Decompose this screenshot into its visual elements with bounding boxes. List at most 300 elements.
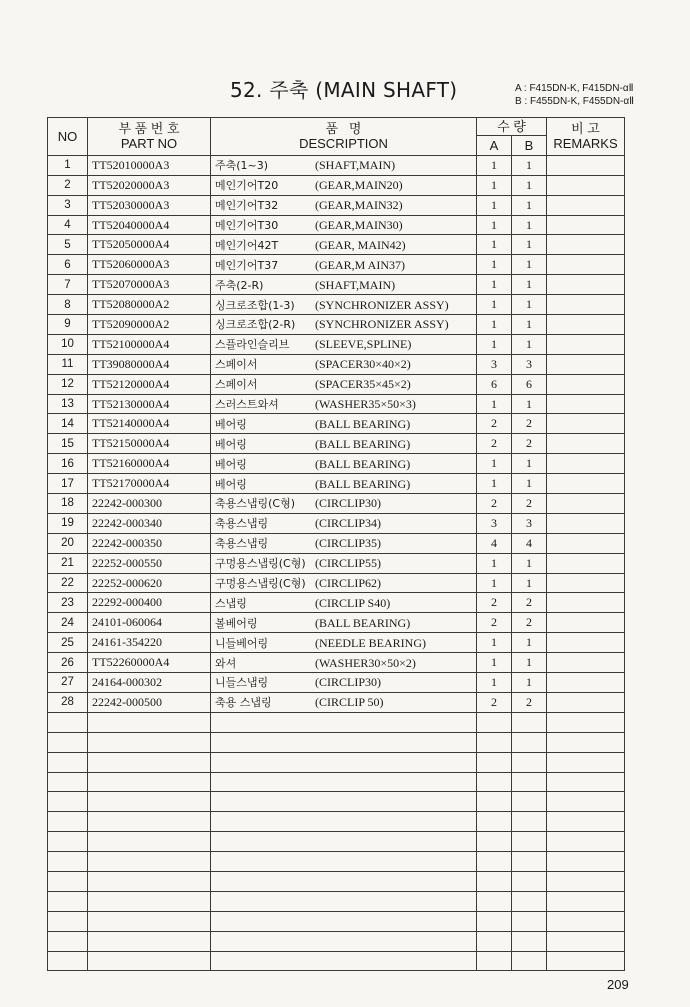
row-no: 8	[48, 295, 88, 315]
row-part-no: 22252-000550	[88, 553, 211, 573]
row-qty-a: 3	[477, 513, 512, 533]
row-qty-a	[477, 772, 512, 792]
row-qty-a: 1	[477, 235, 512, 255]
table-row	[48, 513, 625, 533]
row-no	[48, 772, 88, 792]
row-qty-a: 1	[477, 334, 512, 354]
row-qty-b	[512, 871, 547, 891]
row-qty-b: 1	[512, 235, 547, 255]
row-part-no	[88, 712, 211, 732]
description-en: (BALL BEARING)	[315, 456, 411, 471]
model-legend-a: A : F415DN-K, F415DN-αⅡ	[515, 83, 634, 94]
table-row	[48, 593, 625, 613]
row-remarks	[547, 195, 625, 215]
row-qty-a: 1	[477, 653, 512, 673]
row-qty-b	[512, 931, 547, 951]
row-qty-b: 3	[512, 513, 547, 533]
table-row	[48, 812, 625, 832]
row-description	[211, 434, 477, 454]
row-part-no: TT52010000A3	[88, 155, 211, 175]
row-part-no: TT52120000A4	[88, 374, 211, 394]
row-qty-b: 2	[512, 613, 547, 633]
description-en: (BALL BEARING)	[315, 416, 411, 431]
row-description	[211, 712, 477, 732]
description-en: (SLEEVE,SPLINE)	[315, 337, 412, 352]
table-row	[48, 692, 625, 712]
row-part-no: TT52030000A3	[88, 195, 211, 215]
row-qty-a: 1	[477, 633, 512, 653]
description-ko: 주축(2-R)	[215, 278, 264, 292]
row-description	[211, 454, 477, 474]
table-row	[48, 255, 625, 275]
row-part-no	[88, 792, 211, 812]
row-part-no: TT52060000A3	[88, 255, 211, 275]
row-part-no: TT52100000A4	[88, 334, 211, 354]
description-ko: 축용스냅링	[215, 537, 269, 551]
row-description	[211, 374, 477, 394]
description-ko: 축용스냅링(C형)	[215, 497, 296, 511]
description-en: (GEAR,M AIN37)	[315, 257, 405, 272]
row-description	[211, 533, 477, 553]
table-header-row	[48, 118, 625, 136]
row-no	[48, 951, 88, 971]
row-part-no: 22292-000400	[88, 593, 211, 613]
table-row	[48, 613, 625, 633]
table-row	[48, 394, 625, 414]
description-ko: 싱크로조합(1-3)	[215, 298, 295, 312]
row-remarks	[547, 772, 625, 792]
row-no	[48, 832, 88, 852]
row-qty-a: 2	[477, 494, 512, 514]
row-no: 7	[48, 275, 88, 295]
row-qty-a	[477, 832, 512, 852]
description-ko: 와셔	[215, 656, 237, 670]
row-remarks	[547, 414, 625, 434]
row-qty-a: 2	[477, 593, 512, 613]
row-no: 20	[48, 533, 88, 553]
description-ko: 니들스냅링	[215, 676, 269, 690]
row-no: 19	[48, 513, 88, 533]
row-no: 16	[48, 454, 88, 474]
row-description	[211, 871, 477, 891]
row-description	[211, 394, 477, 414]
row-no: 24	[48, 613, 88, 633]
row-remarks	[547, 792, 625, 812]
description-ko: 볼베어링	[215, 616, 258, 630]
page-title: 52. 주축 (MAIN SHAFT)	[230, 78, 458, 102]
row-qty-b: 2	[512, 494, 547, 514]
row-qty-a: 1	[477, 553, 512, 573]
row-part-no: 24164-000302	[88, 673, 211, 693]
row-qty-a: 2	[477, 613, 512, 633]
row-qty-a: 1	[477, 175, 512, 195]
col-qty-header: 수 량	[477, 118, 547, 136]
row-description	[211, 414, 477, 434]
row-description	[211, 772, 477, 792]
row-description	[211, 175, 477, 195]
description-ko: 메인기어T37	[215, 258, 279, 272]
row-part-no	[88, 772, 211, 792]
row-remarks	[547, 653, 625, 673]
row-remarks	[547, 871, 625, 891]
col-desc-en: DESCRIPTION	[299, 136, 388, 152]
row-qty-a: 1	[477, 474, 512, 494]
row-part-no: 24161-354220	[88, 633, 211, 653]
table-row	[48, 673, 625, 693]
table-row	[48, 175, 625, 195]
row-qty-a: 2	[477, 414, 512, 434]
row-qty-a	[477, 891, 512, 911]
row-remarks	[547, 533, 625, 553]
row-part-no: TT39080000A4	[88, 354, 211, 374]
row-description	[211, 692, 477, 712]
row-description	[211, 334, 477, 354]
col-qty-b-header: B	[512, 136, 547, 156]
row-no: 5	[48, 235, 88, 255]
table-row	[48, 235, 625, 255]
row-no	[48, 752, 88, 772]
row-remarks	[547, 275, 625, 295]
description-ko: 베어링	[215, 417, 247, 431]
description-ko: 니들베어링	[215, 636, 269, 650]
row-qty-a: 1	[477, 394, 512, 414]
row-remarks	[547, 235, 625, 255]
row-remarks	[547, 573, 625, 593]
row-description	[211, 812, 477, 832]
description-ko: 메인기어42T	[215, 238, 279, 252]
row-part-no: TT52170000A4	[88, 474, 211, 494]
row-remarks	[547, 315, 625, 335]
row-qty-b	[512, 832, 547, 852]
row-description	[211, 235, 477, 255]
description-ko: 스냅링	[215, 596, 247, 610]
row-description	[211, 315, 477, 335]
description-en: (NEEDLE BEARING)	[315, 635, 426, 650]
row-qty-b	[512, 772, 547, 792]
row-part-no	[88, 951, 211, 971]
table-row	[48, 832, 625, 852]
description-ko: 구멍용스냅링(C형)	[215, 557, 306, 571]
row-part-no	[88, 812, 211, 832]
row-no	[48, 931, 88, 951]
description-en: (CIRCLIP S40)	[315, 595, 391, 610]
row-remarks	[547, 593, 625, 613]
model-legend-b: B : F455DN-K, F455DN-αⅡ	[515, 96, 635, 107]
row-remarks	[547, 394, 625, 414]
row-qty-a: 1	[477, 295, 512, 315]
table-row	[48, 414, 625, 434]
row-no: 6	[48, 255, 88, 275]
row-description	[211, 155, 477, 175]
description-en: (GEAR,MAIN30)	[315, 218, 403, 232]
row-qty-b: 1	[512, 394, 547, 414]
description-en: (CIRCLIP 50)	[315, 695, 384, 710]
row-description	[211, 474, 477, 494]
row-no	[48, 712, 88, 732]
description-en: (CIRCLIP30)	[315, 675, 381, 690]
row-remarks	[547, 155, 625, 175]
table-row	[48, 931, 625, 951]
description-en: (BALL BEARING)	[315, 476, 411, 491]
table-row	[48, 155, 625, 175]
row-description	[211, 593, 477, 613]
row-part-no: 22242-000340	[88, 513, 211, 533]
description-en: (GEAR, MAIN42)	[315, 237, 406, 252]
row-part-no	[88, 911, 211, 931]
row-qty-a	[477, 732, 512, 752]
row-remarks	[547, 752, 625, 772]
row-qty-b	[512, 951, 547, 971]
col-qty-a-header: A	[477, 136, 512, 156]
description-ko: 싱크로조합(2-R)	[215, 318, 296, 332]
row-description	[211, 573, 477, 593]
description-ko: 스러스트와셔	[215, 398, 279, 412]
row-no: 3	[48, 195, 88, 215]
row-qty-a	[477, 931, 512, 951]
row-qty-b: 1	[512, 653, 547, 673]
row-no: 1	[48, 155, 88, 175]
table-row	[48, 852, 625, 872]
row-part-no	[88, 832, 211, 852]
row-qty-b	[512, 911, 547, 931]
row-no: 15	[48, 434, 88, 454]
table-row	[48, 454, 625, 474]
row-qty-b: 4	[512, 533, 547, 553]
row-remarks	[547, 434, 625, 454]
row-qty-a: 1	[477, 155, 512, 175]
row-remarks	[547, 454, 625, 474]
row-qty-a: 1	[477, 255, 512, 275]
table-row	[48, 374, 625, 394]
row-remarks	[547, 295, 625, 315]
row-no	[48, 812, 88, 832]
row-qty-a	[477, 812, 512, 832]
row-qty-b: 1	[512, 215, 547, 235]
row-remarks	[547, 712, 625, 732]
table-row	[48, 792, 625, 812]
row-part-no	[88, 891, 211, 911]
row-qty-b: 1	[512, 295, 547, 315]
description-en: (CIRCLIP34)	[315, 516, 381, 531]
row-no: 25	[48, 633, 88, 653]
row-remarks	[547, 513, 625, 533]
row-part-no: 22252-000620	[88, 573, 211, 593]
row-qty-b: 1	[512, 175, 547, 195]
description-ko: 메인기어T20	[215, 179, 279, 193]
row-no	[48, 792, 88, 812]
row-description	[211, 792, 477, 812]
row-no: 14	[48, 414, 88, 434]
description-ko: 메인기어T32	[215, 199, 279, 213]
row-remarks	[547, 732, 625, 752]
row-qty-a: 1	[477, 315, 512, 335]
row-qty-b: 1	[512, 553, 547, 573]
model-legend	[515, 82, 634, 108]
row-description	[211, 951, 477, 971]
description-en: (SHAFT,MAIN)	[315, 277, 396, 292]
row-no	[48, 871, 88, 891]
table-row	[48, 494, 625, 514]
row-description	[211, 553, 477, 573]
row-part-no	[88, 852, 211, 872]
row-qty-a	[477, 951, 512, 971]
row-qty-b: 1	[512, 155, 547, 175]
table-row	[48, 772, 625, 792]
row-qty-b: 3	[512, 354, 547, 374]
row-description	[211, 832, 477, 852]
description-ko: 축용스냅링	[215, 517, 269, 531]
row-description	[211, 295, 477, 315]
row-remarks	[547, 673, 625, 693]
row-no: 11	[48, 354, 88, 374]
description-ko: 스페이서	[215, 378, 258, 392]
table-row	[48, 275, 625, 295]
description-ko: 스페이서	[215, 358, 258, 372]
row-qty-b: 1	[512, 573, 547, 593]
description-ko: 구멍용스냅링(C형)	[215, 577, 306, 591]
row-qty-b	[512, 891, 547, 911]
row-qty-b: 1	[512, 474, 547, 494]
row-qty-b	[512, 752, 547, 772]
row-qty-b: 6	[512, 374, 547, 394]
table-row	[48, 295, 625, 315]
row-qty-a: 1	[477, 215, 512, 235]
row-no: 12	[48, 374, 88, 394]
description-en: (CIRCLIP55)	[315, 556, 381, 571]
row-part-no: TT52150000A4	[88, 434, 211, 454]
row-description	[211, 215, 477, 235]
description-en: (WASHER35×50×3)	[315, 397, 416, 412]
row-remarks	[547, 374, 625, 394]
row-part-no: 22242-000300	[88, 494, 211, 514]
description-en: (SPACER30×40×2)	[315, 357, 411, 372]
row-remarks	[547, 911, 625, 931]
col-remarks-en: REMARKS	[553, 136, 618, 152]
row-remarks	[547, 215, 625, 235]
col-desc-ko: 품 명	[325, 121, 362, 137]
row-qty-b: 1	[512, 633, 547, 653]
row-part-no: 22242-000500	[88, 692, 211, 712]
row-description	[211, 613, 477, 633]
row-description	[211, 354, 477, 374]
row-no: 26	[48, 653, 88, 673]
table-row	[48, 215, 625, 235]
row-no: 18	[48, 494, 88, 514]
row-qty-b: 2	[512, 434, 547, 454]
description-en: (SHAFT,MAIN)	[315, 158, 396, 173]
row-qty-b	[512, 852, 547, 872]
row-part-no	[88, 732, 211, 752]
row-qty-a	[477, 871, 512, 891]
row-part-no	[88, 871, 211, 891]
row-no: 28	[48, 692, 88, 712]
description-en: (SYNCHRONIZER ASSY)	[315, 317, 449, 332]
col-desc-header	[211, 118, 477, 156]
row-qty-b: 2	[512, 593, 547, 613]
row-qty-a: 6	[477, 374, 512, 394]
row-qty-b	[512, 792, 547, 812]
row-part-no: TT52050000A4	[88, 235, 211, 255]
row-qty-b: 1	[512, 195, 547, 215]
row-no	[48, 852, 88, 872]
table-row	[48, 752, 625, 772]
row-description	[211, 633, 477, 653]
row-part-no: TT52260000A4	[88, 653, 211, 673]
row-qty-a: 1	[477, 195, 512, 215]
row-remarks	[547, 931, 625, 951]
row-remarks	[547, 494, 625, 514]
row-qty-b: 1	[512, 454, 547, 474]
row-remarks	[547, 474, 625, 494]
table-row	[48, 732, 625, 752]
table-row	[48, 315, 625, 335]
row-remarks	[547, 832, 625, 852]
row-remarks	[547, 175, 625, 195]
row-qty-b: 1	[512, 334, 547, 354]
row-remarks	[547, 553, 625, 573]
row-part-no: TT52130000A4	[88, 394, 211, 414]
col-remarks-header	[547, 118, 625, 156]
row-description	[211, 931, 477, 951]
row-description	[211, 513, 477, 533]
row-qty-b	[512, 712, 547, 732]
row-part-no	[88, 931, 211, 951]
row-no	[48, 911, 88, 931]
row-qty-a: 2	[477, 434, 512, 454]
table-row	[48, 911, 625, 931]
row-remarks	[547, 354, 625, 374]
row-description	[211, 752, 477, 772]
row-part-no: 22242-000350	[88, 533, 211, 553]
row-part-no: 24101-060064	[88, 613, 211, 633]
row-qty-a: 4	[477, 533, 512, 553]
row-no	[48, 732, 88, 752]
row-no: 22	[48, 573, 88, 593]
table-row	[48, 633, 625, 653]
description-ko: 베어링	[215, 437, 247, 451]
row-qty-a	[477, 911, 512, 931]
row-qty-a: 1	[477, 673, 512, 693]
description-en: (GEAR,MAIN32)	[315, 198, 403, 213]
col-part-no-header	[88, 118, 211, 156]
table-row	[48, 871, 625, 891]
col-part-no-en: PART NO	[120, 136, 178, 152]
row-qty-b	[512, 732, 547, 752]
col-remarks-ko: 비 고	[571, 121, 600, 137]
table-row	[48, 653, 625, 673]
row-remarks	[547, 255, 625, 275]
table-row	[48, 434, 625, 454]
row-no: 2	[48, 175, 88, 195]
table-row	[48, 334, 625, 354]
description-en: (WASHER30×50×2)	[315, 655, 416, 670]
table-row	[48, 573, 625, 593]
table-row	[48, 712, 625, 732]
row-part-no: TT52140000A4	[88, 414, 211, 434]
row-description	[211, 255, 477, 275]
description-ko: 스플라인슬리브	[215, 338, 290, 352]
row-description	[211, 673, 477, 693]
row-no: 27	[48, 673, 88, 693]
table-row	[48, 474, 625, 494]
row-qty-a: 2	[477, 692, 512, 712]
row-qty-b: 1	[512, 275, 547, 295]
row-no: 10	[48, 334, 88, 354]
table-row	[48, 195, 625, 215]
row-no: 21	[48, 553, 88, 573]
row-no: 4	[48, 215, 88, 235]
row-qty-a: 3	[477, 354, 512, 374]
